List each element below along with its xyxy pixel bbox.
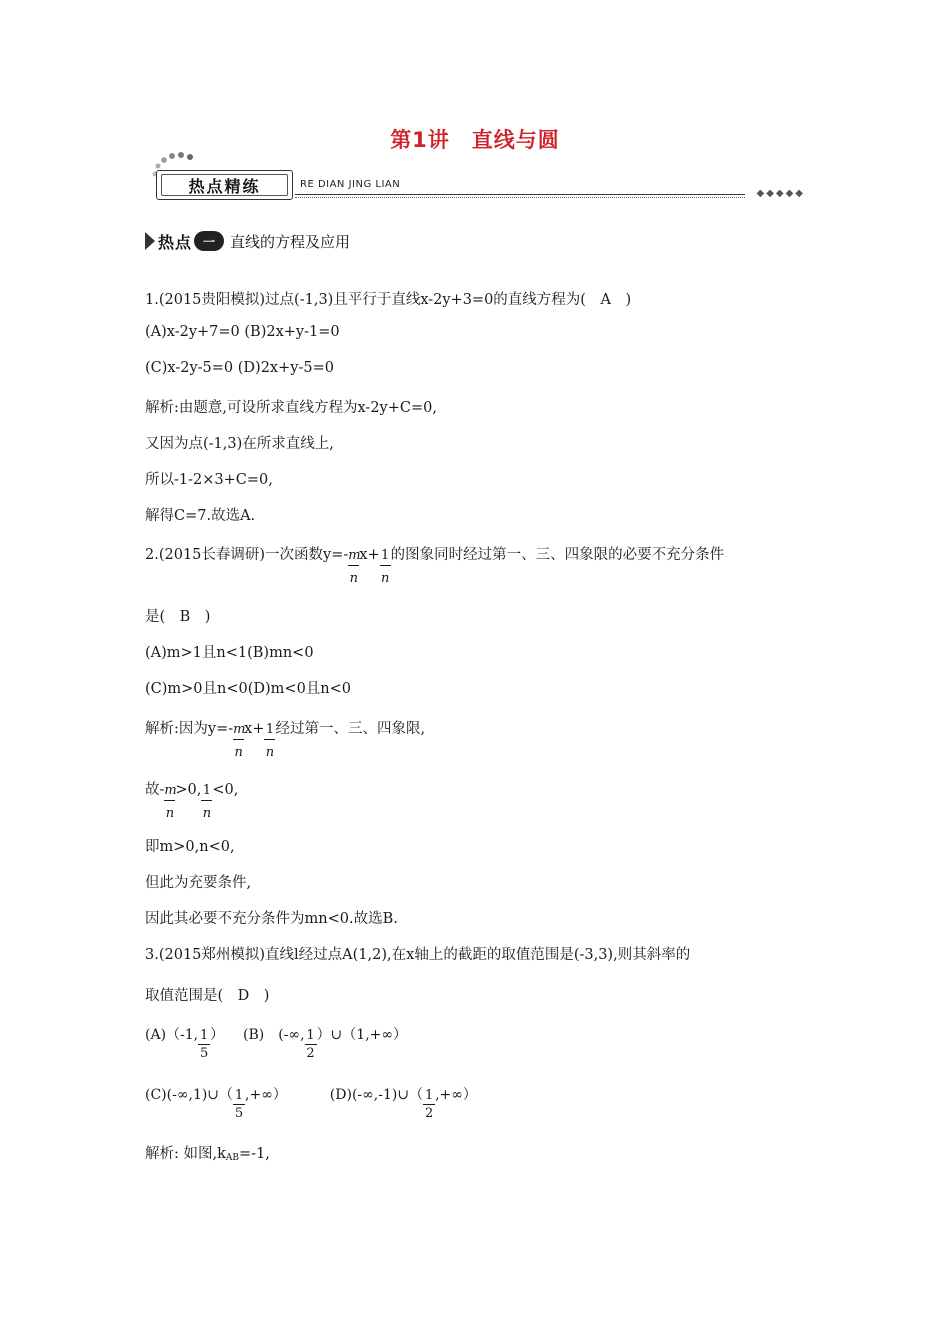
- q3-stem-line2: 取值范围是( D ): [145, 988, 270, 1004]
- banner-subtitle: RE DIAN JING LIAN: [300, 179, 401, 190]
- q2-options-ab: (A)m>1且n<1(B)mn<0: [145, 645, 314, 661]
- q2-stem: [145, 543, 725, 586]
- q2-solution-3: 即m>0,n<0,: [145, 839, 235, 855]
- hotpoint-number: 一: [194, 231, 224, 251]
- fraction-1-n: $\frac{1}{n}$: [265, 722, 275, 760]
- fraction-1-2: $\frac{1}{2}$: [424, 1088, 434, 1121]
- fraction-1-n: $\frac{1}{n}$: [380, 548, 390, 586]
- banner-rule: [295, 194, 745, 195]
- banner-label-box: [156, 170, 293, 200]
- q1-solution-1: 解析:由题意,可设所求直线方程为x-2y+C=0,: [145, 400, 437, 416]
- q1-solution-4: 解得C=7.故选A.: [145, 508, 256, 524]
- fraction-1-5: $\frac{1}{5}$: [199, 1028, 209, 1061]
- arrow-marker-icon: [145, 232, 155, 250]
- q2-options-cd: (C)m>0且n<0(D)m<0且n<0: [145, 681, 352, 697]
- fraction-m-n: $\frac{m}{n}$: [233, 722, 246, 760]
- q2-solution-5: 因此其必要不充分条件为mn<0.故选B.: [145, 911, 398, 927]
- fraction-m-n: $\frac{m}{n}$: [348, 548, 361, 586]
- q1-stem: 1.(2015贵阳模拟)过点(-1,3)且平行于直线x-2y+3=0的直线方程为( A ): [145, 292, 632, 308]
- q2-stem-b: x+: [359, 547, 380, 563]
- banner-rule-dotted: [295, 197, 745, 198]
- hotpoint-heading: [145, 228, 350, 254]
- fraction-1-5: $\frac{1}{5}$: [234, 1088, 244, 1121]
- q3-stem: 3.(2015郑州模拟)直线l经过点A(1,2),在x轴上的截距的取值范围是(-3,3),则其斜率的: [145, 947, 691, 963]
- hotpoint-label: 热点: [158, 232, 193, 252]
- banner-label: 热点精练: [161, 174, 288, 196]
- fraction-1-n: $\frac{1}{n}$: [202, 783, 212, 821]
- q2-solution-2: 故- $\frac{m}{n}$ >0, $\frac{1}{n}$ <0,: [145, 782, 239, 821]
- section-banner: [145, 150, 810, 202]
- diamond-bullets-icon: ◆◆◆◆◆: [756, 188, 805, 199]
- q3-options-ab: $(A)(-1,\frac{1}{5}$ ） (B) ($-\infty,\frac{1}{2}$ ）∪（1,+∞）: [145, 1027, 408, 1061]
- q2-stem-line2: 是( B ): [145, 609, 211, 625]
- q2-stem-c: 的图象同时经过第一、三、四象限的必要不充分条件: [390, 547, 725, 563]
- q1-options-ab: (A)x-2y+7=0 (B)2x+y-1=0: [145, 324, 340, 340]
- q3-options-cd: $(C)(-\infty,1)\cup(\frac{1}{5}$ ,+∞） $(D)(-\infty,-1)\cup(\frac{1}{2}$ ,+∞）: [145, 1087, 477, 1121]
- page-title: 第1讲 直线与圆: [390, 128, 560, 152]
- q2-solution-4: 但此为充要条件,: [145, 875, 252, 891]
- q3-solution-1: 解析: 如图$,k_{AB}=-1$,: [145, 1146, 270, 1163]
- q1-options-cd: (C)x-2y-5=0 (D)2x+y-5=0: [145, 360, 334, 376]
- q2-solution-1: 解析:因为y=- $\frac{m}{n}$ x+ $\frac{1}{n}$ 经过第一、三、四象限,: [145, 721, 426, 760]
- q1-solution-2: 又因为点(-1,3)在所求直线上,: [145, 436, 334, 452]
- fraction-1-2: $\frac{1}{2}$: [306, 1028, 315, 1061]
- q2-stem-a: 2.(2015长春调研)一次函数y=-: [145, 547, 349, 563]
- fraction-m-n: $\frac{m}{n}$: [164, 783, 177, 821]
- hotpoint-title: 直线的方程及应用: [230, 232, 351, 251]
- q1-solution-3: 所以-1-2×3+C=0,: [145, 472, 273, 488]
